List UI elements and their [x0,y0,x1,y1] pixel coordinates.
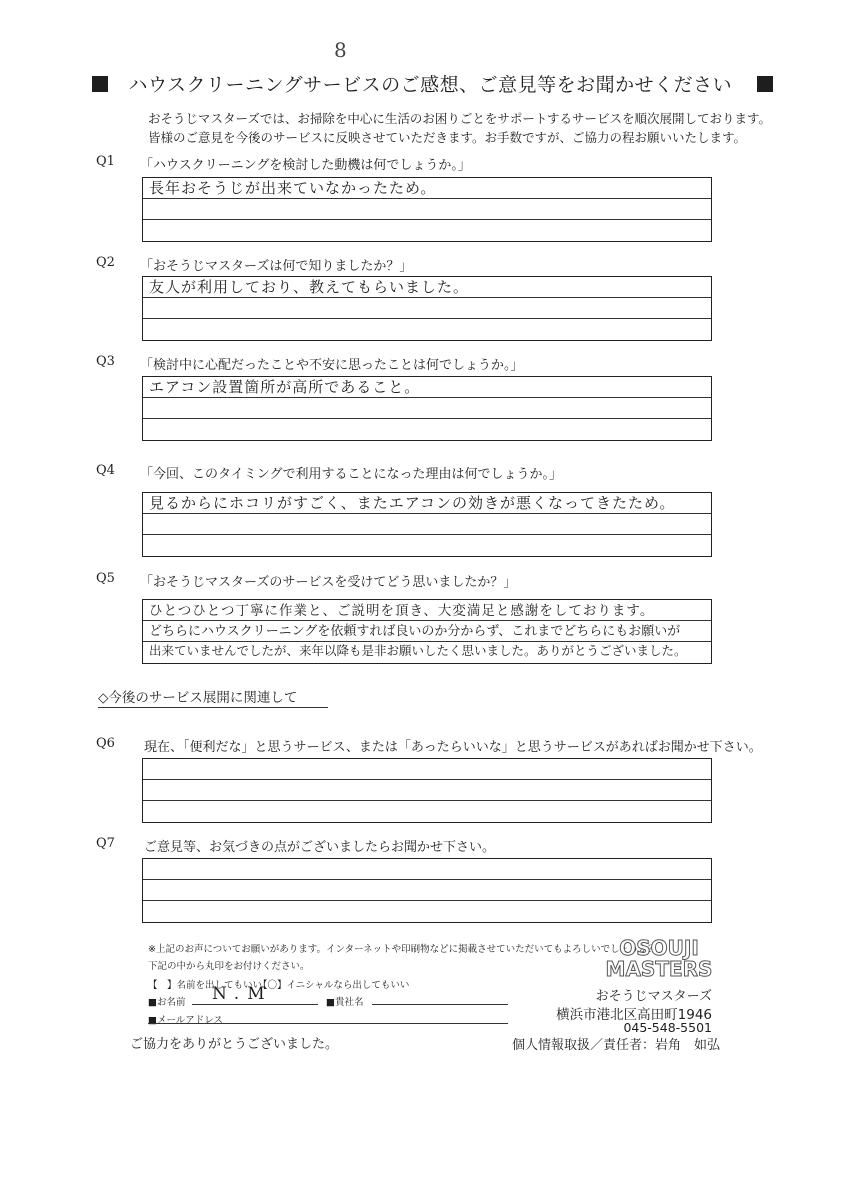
thanks-message: ご協力をありがとうございました。 [130,1037,339,1052]
q1-answer-box [142,177,712,242]
q3-text: 「検討中に心配だったことや不安に思ったことは何でしょうか。」 [140,358,524,373]
name-label: ■お名前 [148,997,186,1008]
title-text: ハウスクリーニングサービスのご感想、ご意見等をお聞かせください [128,74,733,96]
company-name: おそうじマスターズ [595,989,712,1004]
q2-text: 「おそうじマスターズは何で知りましたか？」 [140,259,413,274]
q1-number: Q1 [96,154,115,169]
section-heading: ◇今後のサービス展開に関連して [98,690,298,706]
company-phone: 045-548-5501 [623,1020,712,1035]
email-underline [148,1023,508,1024]
osouji-masters-logo [603,938,715,980]
q2-answer-line: 友人が利用しており、教えてもらいました。 [149,278,470,296]
q3-number: Q3 [96,354,115,369]
q4-text: 「今回、このタイミングで利用することになった理由は何でしょうか。」 [140,467,562,482]
q5-text: 「おそうじマスターズのサービスを受けてどう思いましたか？」 [140,575,517,590]
q5-answer-line: ひとつひとつ丁寧に作業と、ご説明を頂き、大変満足と感謝をしております。 [149,603,655,619]
logo-line-2: MASTERS [605,957,713,981]
privacy-officer: 個人情報取扱／責任者：岩角 如弘 [512,1038,721,1053]
consent-note-2: 下記の中から丸印をお付けください。 [148,961,310,972]
q1-text: 「ハウスクリーニングを検討した動機は何でしょうか。」 [140,158,471,173]
page-title [92,70,778,97]
intro-line-2: 皆様のご意見を今後のサービスに反映させていただきます。お手数ですが、ご協力の程お願いいたします。 [148,130,747,145]
q1-answer-line: 長年おそうじが出来ていなかったため。 [149,179,437,197]
q2-answer-box [142,276,712,341]
consent-note-1: ※上記のお声についてお願いがあります。インターネットや印刷物などに掲載させていただいてもよろしいでしょうか？ [148,944,658,955]
q3-answer-line: エアコン設置箇所が高所であること。 [149,378,421,396]
q4-answer-line: 見るからにホコリがすごく、またエアコンの効きが悪くなってきたため。 [149,494,676,512]
company-address: 横浜市港北区高田町1946 [556,1007,712,1023]
q6-answer-line [143,801,711,822]
consent-option-name: 【 】名前を出してもいい [148,980,263,991]
square-bullet-icon [757,76,773,92]
logo-line-1: OSOUJI [619,936,699,960]
q3-answer-box [142,376,712,441]
section-underline [98,707,328,708]
q7-text: ご意見等、お気づきの点がございましたらお聞かせ下さい。 [144,840,496,855]
q6-answer-line [143,759,711,780]
square-bullet-icon [92,76,108,92]
q7-answer-box [142,858,712,923]
name-value: N.M [212,984,273,1004]
q6-answer-box [142,758,712,823]
q7-answer-line [143,901,711,922]
q6-answer-line [143,780,711,801]
q2-number: Q2 [96,255,115,270]
q7-answer-line [143,859,711,880]
email-label: ■メールアドレス [148,1015,224,1026]
q6-text: 現在、「便利だな」と思うサービス、または「あったらいいな」と思うサービスがあればお聞かせ下さい。 [144,740,762,755]
q7-answer-line [143,880,711,901]
consent-option-initials: 【〇】イニシャルなら出してもいい [258,980,410,991]
company-label: ■貴社名 [326,997,364,1008]
intro-line-1: おそうじマスターズでは、お掃除を中心に生活のお困りごとをサポートするサービスを順次展開しております。 [148,111,772,126]
q5-answer-line: どちらにハウスクリーニングを依頼すれば良いのか分からず、これまでどちらにもお願いが [149,624,681,639]
company-underline [372,1004,508,1005]
page-mark: 8 [334,38,347,62]
q4-number: Q4 [96,463,115,478]
q6-number: Q6 [96,736,115,751]
q4-answer-box [142,492,712,557]
name-underline [192,1004,318,1005]
q5-answer-line: 出来ていませんでしたが、来年以降も是非お願いしたく思いました。ありがとうございました。 [149,643,687,658]
q7-number: Q7 [96,836,115,851]
q5-number: Q5 [96,571,115,586]
q5-answer-box [142,599,712,664]
